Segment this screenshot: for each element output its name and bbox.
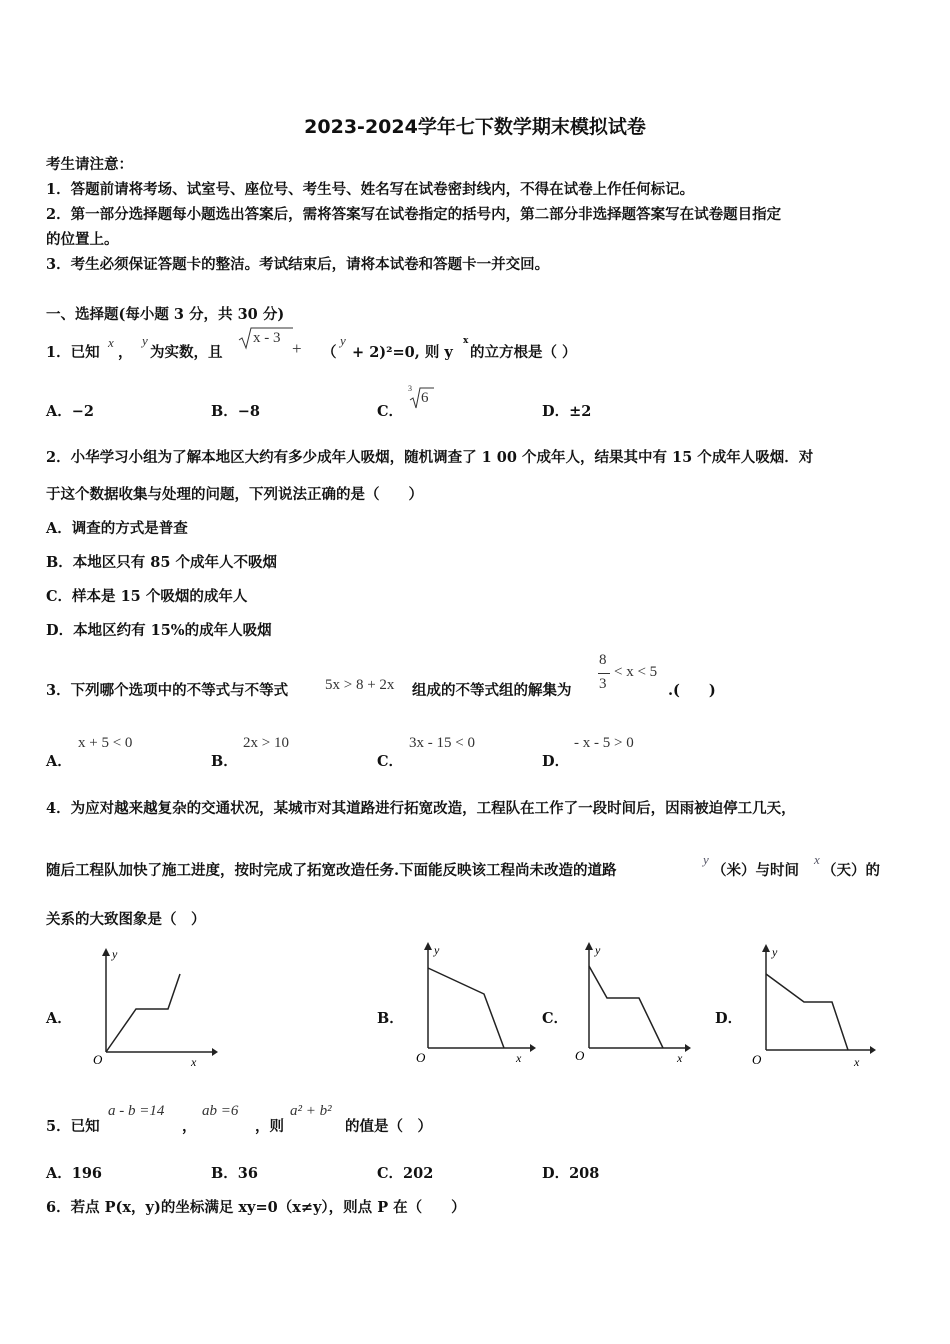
q3-frac-denominator: 3 — [599, 676, 607, 692]
q1-text-4: 的立方根是（ ） — [470, 344, 577, 361]
q1-prefix: 1．已知 — [46, 344, 100, 361]
graph-line — [428, 968, 504, 1048]
x-arrow-icon — [530, 1044, 536, 1052]
q4-option-a-label: A． — [46, 1010, 72, 1027]
q5-option-c: C．202 — [377, 1165, 434, 1182]
y-arrow-icon — [585, 942, 593, 950]
y-arrow-icon — [424, 942, 432, 950]
q1-var-y: y — [142, 333, 148, 348]
q2-line-2: 于这个数据收集与处理的问题，下列说法正确的是（ ） — [46, 486, 423, 503]
q1-paren: （ — [322, 344, 337, 361]
q3-option-d-label: D． — [542, 753, 570, 770]
q3-range: < x < 5 — [614, 664, 658, 680]
q3-option-a-expr: x + 5 < 0 — [78, 735, 133, 751]
q4-line-2c: （天）的 — [822, 862, 880, 879]
notice-item-1: 1．答题前请将考场、试室号、座位号、考生号、姓名写在试卷密封线内，不得在试卷上作任何标记。 — [46, 181, 695, 198]
x-arrow-icon — [212, 1048, 218, 1056]
q4-option-b-label: B． — [377, 1010, 404, 1027]
q1-text-2: 为实数，且 — [150, 344, 223, 361]
notice-item-2: 2．第一部分选择题每小题选出答案后，需将答案写在试卷指定的括号内，第二部分非选择题答案写在试卷题目指定 — [46, 206, 782, 223]
fraction-bar — [598, 673, 610, 674]
y-arrow-icon — [762, 944, 770, 952]
notice-heading: 考生请注意： — [46, 156, 133, 173]
origin-label: O — [575, 1048, 585, 1063]
origin-label: O — [752, 1052, 762, 1067]
y-arrow-icon — [102, 948, 110, 956]
q5-expr-1: a - b =14 — [108, 1103, 165, 1119]
q1-plus: + — [292, 339, 302, 358]
notice-item-2-cont: 的位置上。 — [46, 231, 119, 248]
q5-suffix: 的值是（ ） — [345, 1118, 432, 1135]
q4-line-1: 4．为应对越来越复杂的交通状况，某城市对其道路进行拓宽改造，工程队在工作了一段时间后，因雨被迫停工几天， — [46, 800, 796, 817]
q3-option-a-label: A． — [46, 753, 72, 770]
q2-option-a: A．调查的方式是普查 — [46, 520, 188, 537]
q1-option-c: C． — [377, 403, 404, 420]
q1-option-d: D．±2 — [542, 403, 592, 420]
q5-then: ，则 — [255, 1118, 284, 1135]
q3-option-b-expr: 2x > 10 — [243, 735, 289, 751]
q4-line-3: 关系的大致图象是（ ） — [46, 911, 206, 928]
q3-text-2: 组成的不等式组的解集为 — [412, 682, 572, 699]
q1-sqrt-inner: x - 3 — [253, 330, 281, 346]
graph-line — [106, 974, 180, 1052]
y-axis-label: y — [434, 943, 440, 957]
q3-suffix: .( ) — [668, 682, 716, 699]
q1-cube-root — [408, 386, 434, 410]
q1-option-a: A．−2 — [46, 403, 94, 420]
q5-prefix: 5．已知 — [46, 1118, 100, 1135]
q1-option-b: B．−8 — [211, 403, 260, 420]
q4-option-d-label: D． — [715, 1010, 743, 1027]
q4-graph-c — [573, 938, 698, 1068]
q1-var-y2: y — [340, 333, 346, 348]
q3-option-b-label: B． — [211, 753, 238, 770]
q5-option-d: D．208 — [542, 1165, 600, 1182]
q1-cube-index: 3 — [408, 384, 412, 393]
q4-graph-a — [88, 942, 218, 1072]
q5-expr-2: ab =6 — [202, 1103, 239, 1119]
page-title: 2023-2024学年七下数学期末模拟试卷 — [304, 116, 646, 138]
q3-base-inequality: 5x > 8 + 2x — [325, 677, 395, 693]
q3-option-c-expr: 3x - 15 < 0 — [409, 735, 475, 751]
y-axis-label: y — [595, 943, 601, 957]
q4-option-c-label: C． — [542, 1010, 569, 1027]
x-axis-label: x — [677, 1051, 683, 1065]
q4-line-2b: （米）与时间 — [712, 862, 799, 879]
q1-var-x: x — [108, 335, 114, 350]
y-axis-label: y — [772, 945, 778, 959]
q5-option-b: B．36 — [211, 1165, 258, 1182]
q4-var-y: y — [703, 852, 709, 867]
notice-item-3: 3．考生必须保证答题卡的整洁。考试结束后，请将本试卷和答题卡一并交回。 — [46, 256, 550, 273]
q3-prefix: 3．下列哪个选项中的不等式与不等式 — [46, 682, 289, 699]
q3-option-c-label: C． — [377, 753, 404, 770]
q1-cube-radicand: 6 — [421, 390, 429, 406]
x-axis-label: x — [191, 1055, 197, 1069]
y-axis-label: y — [112, 947, 118, 961]
q1-sqrt — [237, 326, 293, 350]
q5-option-a: A．196 — [46, 1165, 103, 1182]
q6-text: 6．若点 P(x，y)的坐标满足 xy=0（x≠y），则点 P 在（ ） — [46, 1199, 466, 1216]
x-axis-label: x — [854, 1055, 860, 1069]
q5-expr-3: a² + b² — [290, 1103, 332, 1119]
q4-graph-d — [750, 940, 880, 1070]
q2-option-b: B．本地区只有 85 个成年人不吸烟 — [46, 554, 278, 571]
q3-fraction — [598, 652, 612, 698]
q3-option-d-expr: - x - 5 > 0 — [574, 735, 634, 751]
graph-line — [589, 966, 663, 1048]
x-arrow-icon — [870, 1046, 876, 1054]
q2-line-1: 2．小华学习小组为了解本地区大约有多少成年人吸烟，随机调查了 1 00 个成年人，结果其中有 15 个成年人吸烟．对 — [46, 449, 814, 466]
q1-text-3: + 2)²=0, 则 y — [352, 344, 453, 361]
q4-var-x: x — [814, 852, 820, 867]
section-heading: 一、选择题(每小题 3 分，共 30 分) — [46, 306, 285, 323]
graph-line — [766, 974, 848, 1050]
q1-superscript: x — [463, 336, 469, 346]
q3-frac-numerator: 8 — [599, 652, 607, 668]
x-axis-label: x — [516, 1051, 522, 1065]
q1-comma: ， — [118, 344, 133, 361]
q2-option-d: D．本地区约有 15%的成年人吸烟 — [46, 622, 272, 639]
q4-line-2a: 随后工程队加快了施工进度，按时完成了拓宽改造任务.下面能反映该工程尚未改造的道路 — [46, 862, 617, 879]
q2-option-c: C．样本是 15 个吸烟的成年人 — [46, 588, 248, 605]
origin-label: O — [416, 1050, 426, 1065]
q4-graph-b — [412, 938, 537, 1068]
origin-label: O — [93, 1052, 103, 1067]
q5-comma: ， — [182, 1118, 197, 1135]
x-arrow-icon — [685, 1044, 691, 1052]
